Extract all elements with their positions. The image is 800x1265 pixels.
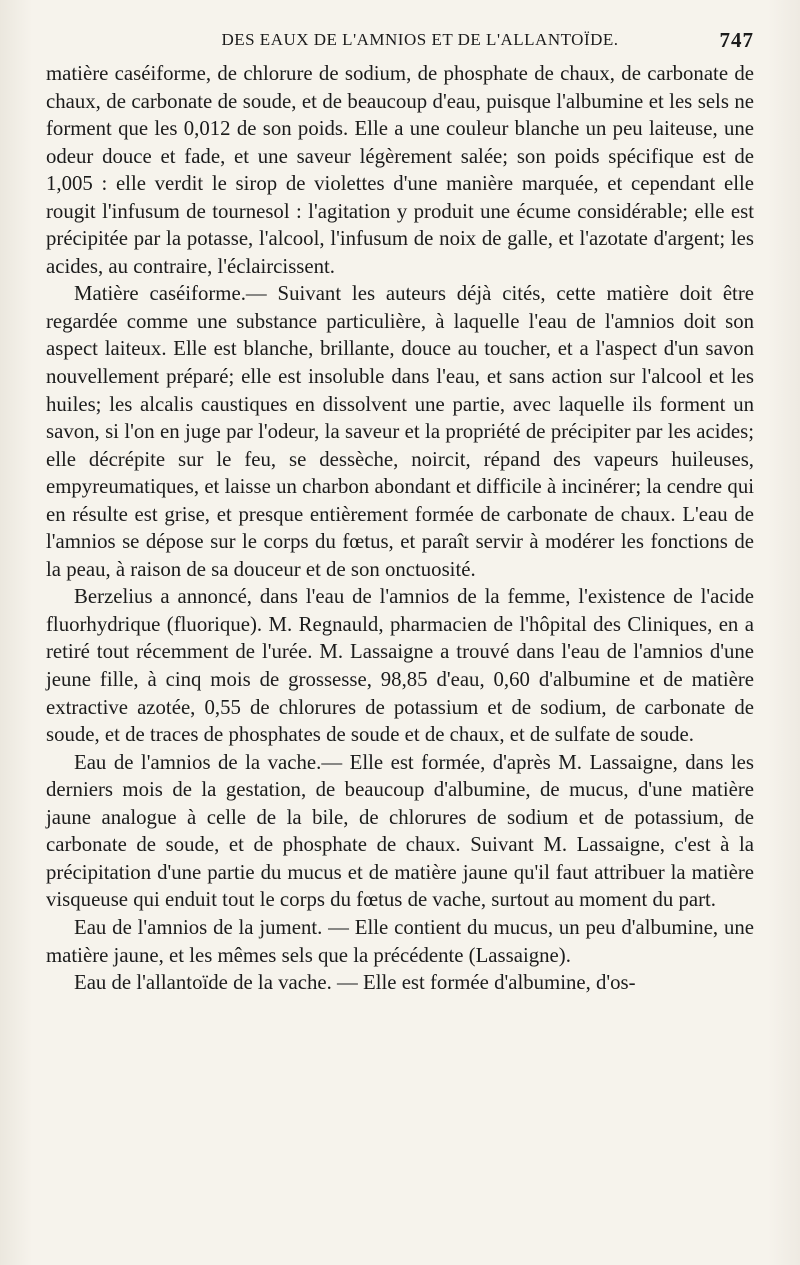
paragraph-4: Eau de l'amnios de la vache.— Elle est formée, d'après M. Lassaigne, dans les derniers mois de la gestation, de beaucoup d'albumine, de mucus, d'une matière jaune analogue à celle de la bile, de chlorures de sodium et de potassium, de carbonate de soude, et de phosphate de chaux. Suivant M. Lassaigne, c'est à la précipitation d'une partie du mucus et de matière jaune qu'il faut attribuer la matière visqueuse qui enduit tout le corps du fœtus de vache, surtout au moment du part. xyxy=(46,750,754,912)
page-number: 747 xyxy=(719,28,754,52)
paragraph-5: Eau de l'amnios de la jument. — Elle contient du mucus, un peu d'albumine, une matière jaune, et les mêmes sels que la précédente (Lassaigne). xyxy=(46,915,754,967)
running-title: DES EAUX DE L'AMNIOS ET DE L'ALLANTOÏDE. xyxy=(221,30,619,49)
paragraph-6: Eau de l'allantoïde de la vache. — Elle est formée d'albumine, d'os- xyxy=(74,971,636,995)
running-header xyxy=(46,30,754,56)
paragraph-1: matière caséiforme, de chlorure de sodium, de phosphate de chaux, de carbonate de chaux, de carbonate de soude, et de beaucoup d'eau, puisque l'albumine et les sels ne forment que les 0,012 de son poids. Elle a une couleur blanche un peu laiteuse, une odeur douce et fade, et une saveur légèrement salée; son poids spécifique est de 1,005 : elle verdit le sirop de violettes d'une manière marquée, et cependant elle rougit l'infusum de tournesol : l'agitation y produit une écume considérable; elle est précipitée par la potasse, l'alcool, l'infusum de noix de galle, et l'azotate d'argent; les acides, au contraire, l'éclaircissent. xyxy=(46,62,754,278)
paragraph-2: Matière caséiforme.— Suivant les auteurs déjà cités, cette matière doit être regardée comme une substance particulière, à laquelle l'eau de l'amnios doit son aspect laiteux. Elle est blanche, brillante, douce au toucher, et a l'aspect d'un savon nouvellement préparé; elle est insoluble dans l'eau, et sans action sur l'alcool et les huiles; les alcalis caustiques en dissolvent une partie, avec laquelle ils forment un savon, si l'on en juge par l'odeur, la saveur et la propriété de précipiter par les acides; elle décrépite sur le feu, se dessèche, noircit, répand des vapeurs huileuses, empyreumatiques, et laisse un charbon abondant et difficile à incinérer; la cendre qui en résulte est grise, et presque entièrement formée de carbonate de chaux. L'eau de l'amnios se dépose sur le corps du fœtus, et paraît servir à modérer les fonctions de la peau, à raison de sa douceur et de son onctuosité. xyxy=(46,282,754,581)
paragraph-3: Berzelius a annoncé, dans l'eau de l'amnios de la femme, l'existence de l'acide fluorhydrique (fluorique). M. Regnauld, pharmacien de l'hôpital des Cliniques, en a retiré tout récemment de l'urée. M. Lassaigne a trouvé dans l'eau de l'amnios d'une jeune fille, à cinq mois de grossesse, 98,85 d'eau, 0,60 d'albumine et de matière extractive azotée, 0,55 de chlorures de potassium et de sodium, de carbonate de soude, et de traces de phosphates de soude et de chaux, et de sulfate de soude. xyxy=(46,585,754,747)
